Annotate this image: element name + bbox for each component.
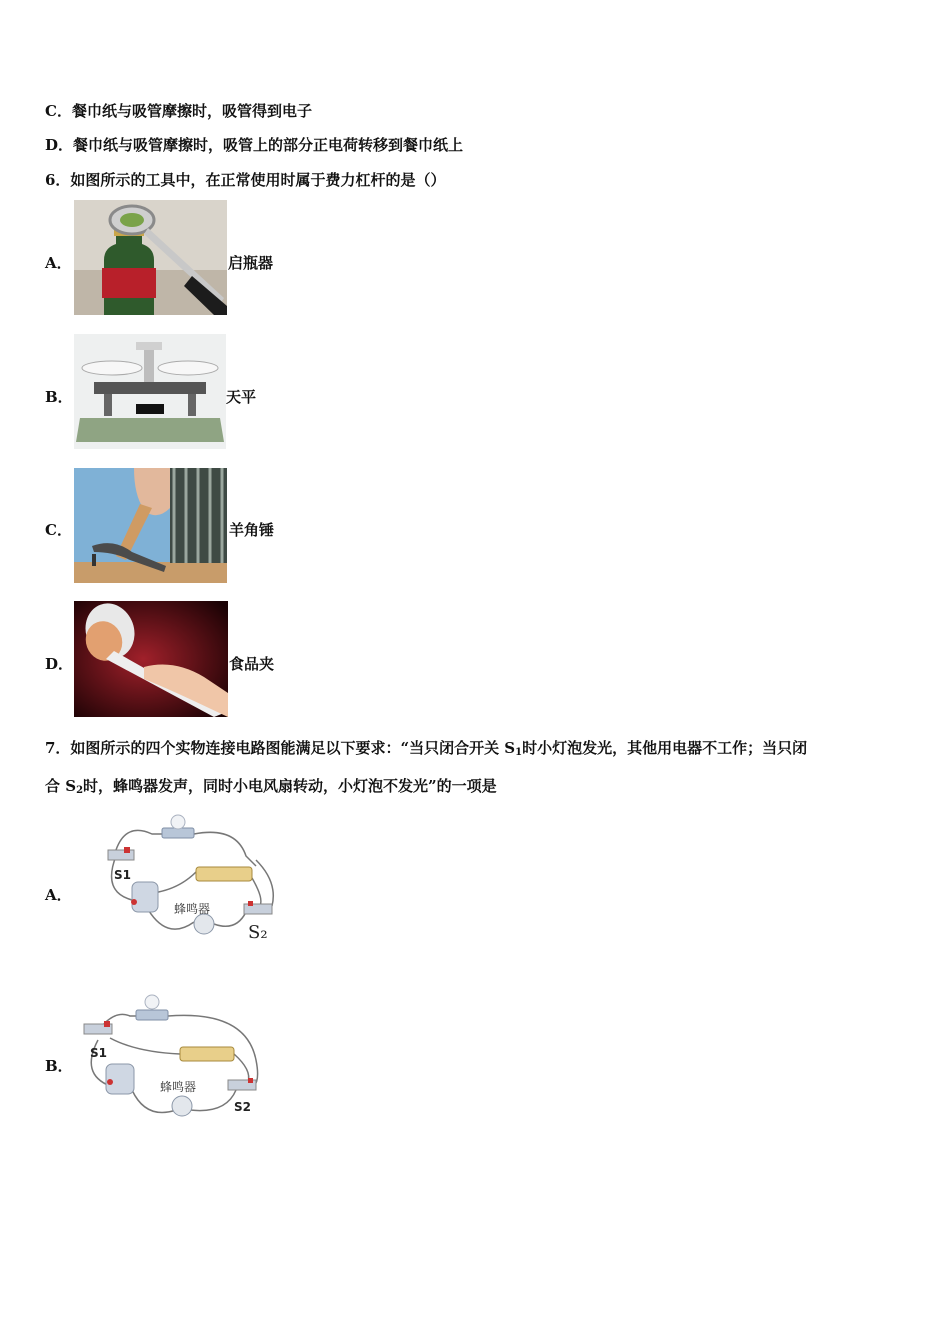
q6-option-b-caption: 天平 <box>226 388 257 406</box>
switch-s1-label: S1 <box>114 868 131 882</box>
balance-scale-image <box>74 334 226 449</box>
switch-s2-label: S₂ <box>248 922 268 943</box>
q5-option-d: D．餐巾纸与吸管摩擦时，吸管上的部分正电荷转移到餐巾纸上 <box>45 136 464 154</box>
q7-stem-line2-text-cont: 时，蜂鸣器发声，同时小电风扇转动，小灯泡不发光”的一项是 <box>83 777 497 795</box>
q6-option-c-caption: 羊角锤 <box>229 521 275 539</box>
q6-option-b-letter: B． <box>45 388 73 406</box>
q7-stem-line2-text: 合 S <box>45 777 77 795</box>
q6-option-d-caption: 食品夹 <box>229 655 275 673</box>
q6-option-c-letter: C． <box>45 521 72 539</box>
claw-hammer-image <box>74 468 227 583</box>
q6-stem: 6．如图所示的工具中，在正常使用时属于费力杠杆的是（） <box>45 171 446 189</box>
q7-stem-line1-text: 7．如图所示的四个实物连接电路图能满足以下要求：“当只闭合开关 S <box>45 739 516 757</box>
q6-option-a-letter: A． <box>45 254 72 272</box>
q5-option-c: C．餐巾纸与吸管摩擦时，吸管得到电子 <box>45 102 312 120</box>
q6-option-d-letter: D． <box>45 655 74 673</box>
bottle-opener-image <box>74 200 227 315</box>
switch-s1-label-b: S1 <box>90 1046 107 1060</box>
q7-option-b-letter: B． <box>45 1057 73 1075</box>
q7-stem-line1-text-cont: 时小灯泡发光，其他用电器不工作；当只闭 <box>522 739 808 757</box>
q7-option-a-letter: A． <box>45 886 72 904</box>
food-tongs-image <box>74 601 228 717</box>
circuit-diagram-b <box>76 990 266 1120</box>
buzzer-label-b: 蜂鸣器 <box>160 1080 197 1094</box>
q7-stem-line2 <box>45 776 497 801</box>
circuit-diagram-a <box>96 812 286 948</box>
q7-stem-line1 <box>45 738 807 763</box>
q7-s1-subscript: 1 <box>515 747 523 758</box>
q7-s2-subscript: 2 <box>76 785 84 796</box>
buzzer-label: 蜂鸣器 <box>174 902 211 916</box>
q6-option-a-caption: 启瓶器 <box>228 254 274 272</box>
switch-s2-label-b: S2 <box>234 1100 251 1114</box>
